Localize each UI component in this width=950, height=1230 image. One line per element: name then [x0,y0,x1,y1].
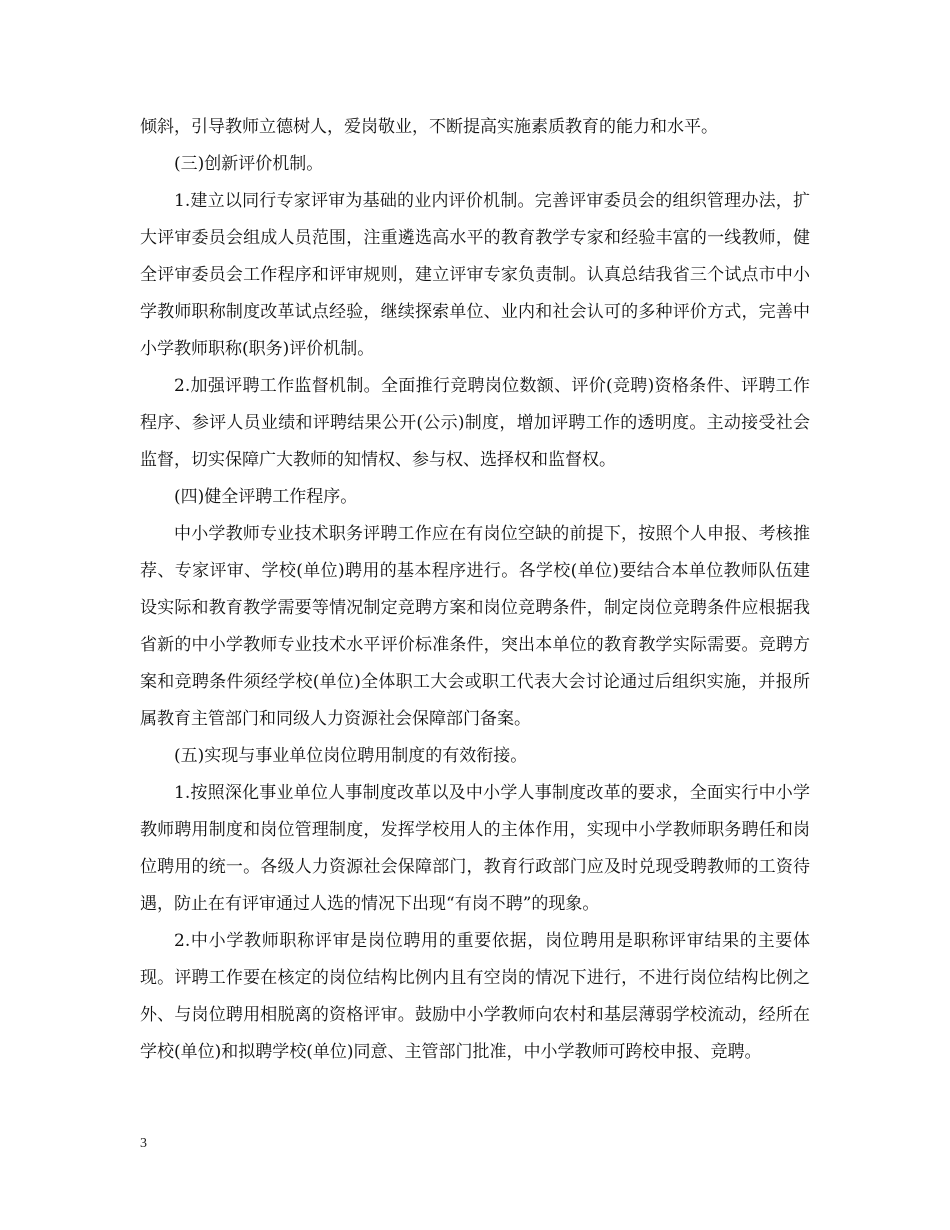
section-heading-5: (五)实现与事业单位岗位聘用制度的有效衔接。 [174,746,528,766]
document-body [140,109,810,1071]
paragraph-evaluation-basis: 2.中小学教师职称评审是岗位聘用的重要依据，岗位聘用是职称评审结果的主要体现。评聘工作要在核定的岗位结构比例内且有空岗的情况下进行，不进行岗位结构比例之外、与岗位聘用相脱离的资格评审。鼓励中小学教师向农村和基层薄弱学校流动，经所在学校(单位)和拟聘学校(单位)同意、主管部门批准，中小学教师可跨校申报、竞聘。 [140,931,810,1062]
paragraph-peer-review: 1.建立以同行专家评审为基础的业内评价机制。完善评审委员会的组织管理办法，扩大评审委员会组成人员范围，注重遴选高水平的教育教学专家和经验丰富的一线教师，健全评审委员会工作程序和评审规则，建立评审专家负责制。认真总结我省三个试点市中小学教师职称制度改革试点经验，继续探索单位、业内和社会认可的多种评价方式，完善中小学教师职称(职务)评价机制。 [140,191,810,359]
paragraph-continuation: 倾斜，引导教师立德树人，爱岗敬业，不断提高实施素质教育的能力和水平。 [140,117,718,137]
paragraph-procedure: 中小学教师专业技术职务评聘工作应在有岗位空缺的前提下，按照个人申报、考核推荐、专家评审、学校(单位)聘用的基本程序进行。各学校(单位)要结合本单位教师队伍建设实际和教育教学需要等情况制定竞聘方案和岗位竞聘条件，制定岗位竞聘条件应根据我省新的中小学教师专业技术水平评价标准条件，突出本单位的教育教学实际需要。竞聘方案和竞聘条件须经学校(单位)全体职工大会或职工代表大会讨论通过后组织实施，并报所属教育主管部门和同级人力资源社会保障部门备案。 [140,524,810,729]
paragraph-supervision: 2.加强评聘工作监督机制。全面推行竞聘岗位数额、评价(竞聘)资格条件、评聘工作程序、参评人员业绩和评聘结果公开(公示)制度，增加评聘工作的透明度。主动接受社会监督，切实保障广大教师的知情权、参与权、选择权和监督权。 [140,376,810,470]
page-number: 3 [140,1136,147,1151]
paragraph-employment-system: 1.按照深化事业单位人事制度改革以及中小学人事制度改革的要求，全面实行中小学教师聘用制度和岗位管理制度，发挥学校用人的主体作用，实现中小学教师职务聘任和岗位聘用的统一。各级人力资源社会保障部门，教育行政部门应及时兑现受聘教师的工资待遇，防止在有评审通过人选的情况下出现“有岗不聘”的现象。 [140,783,810,914]
section-heading-3: (三)创新评价机制。 [174,154,324,174]
section-heading-4: (四)健全评聘工作程序。 [174,487,358,507]
